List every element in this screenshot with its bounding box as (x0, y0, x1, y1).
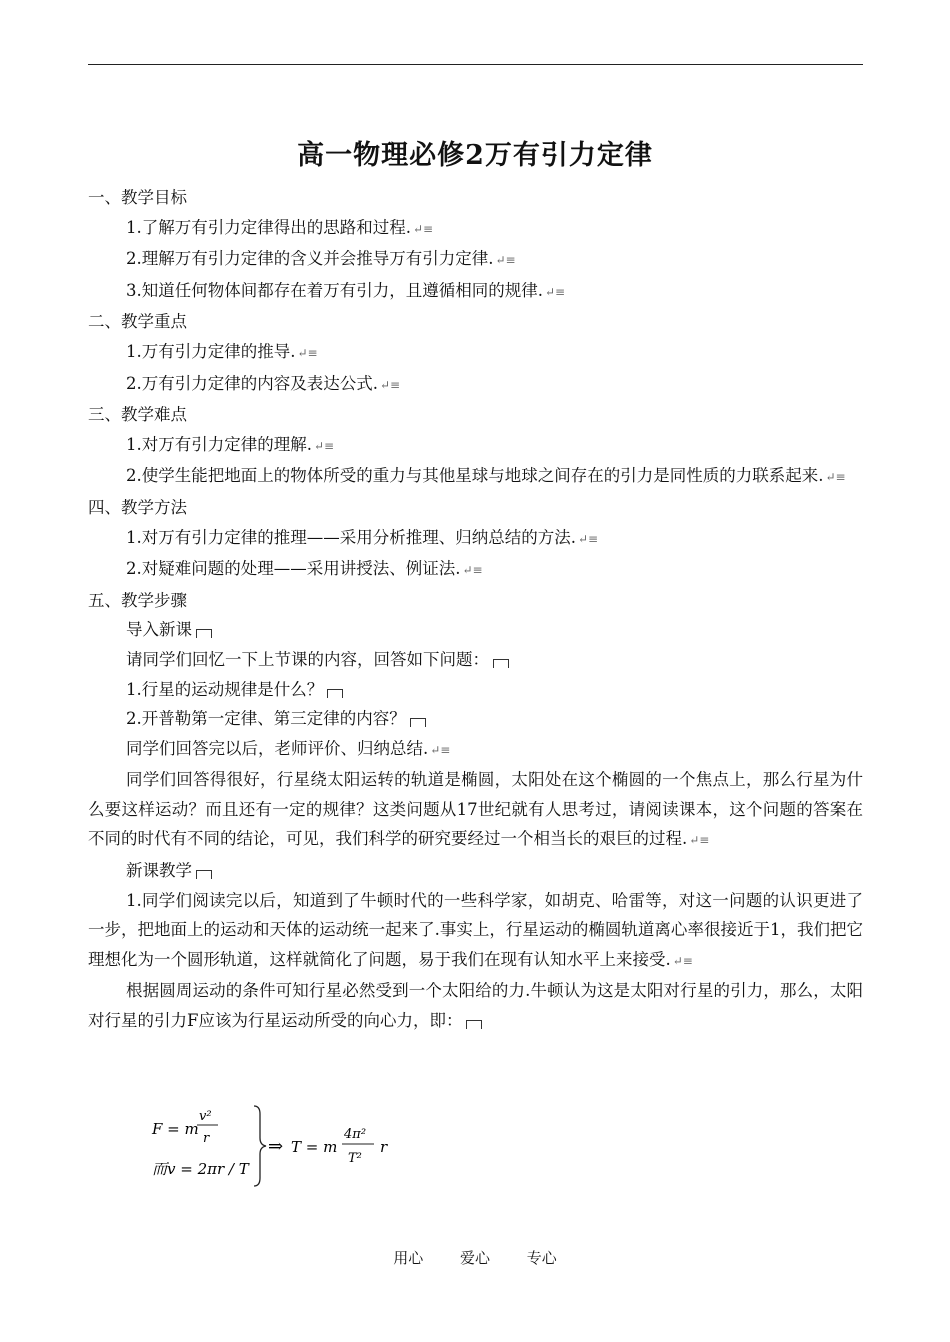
formula-line2: 而v = 2πr / T (152, 1160, 249, 1178)
formula-block (150, 1100, 410, 1190)
page-title: 高一物理必修2万有引力定律 (297, 140, 653, 171)
paragraph-mark-icon: ↵≡ (672, 953, 693, 968)
paragraph-mark-icon: ↵≡ (578, 531, 599, 546)
paragraph (88, 645, 863, 675)
paragraph (88, 976, 863, 1035)
formula-rhs-lhs: T = m (291, 1138, 338, 1156)
paragraph (88, 856, 863, 886)
paragraph-mark-icon: ↵≡ (297, 345, 318, 360)
paragraph-mark-icon: ↵≡ (314, 438, 335, 453)
section-heading: 三、教学难点 (88, 405, 187, 425)
line-break-mark-icon (493, 659, 509, 668)
paragraph-text: 1.对万有引力定律的理解. (126, 434, 312, 454)
line-break-mark-icon (196, 870, 212, 879)
formula-arrow: ⇒ (268, 1136, 284, 1157)
section-heading: 一、教学目标 (88, 188, 187, 207)
paragraph (88, 523, 863, 555)
paragraph (88, 704, 863, 734)
paragraph (88, 734, 863, 766)
paragraph-mark-icon: ↵≡ (462, 563, 483, 578)
paragraph-text: 导入新课 (126, 620, 192, 640)
formula-line1-lhs: F = m (152, 1120, 199, 1138)
document-body (88, 183, 863, 1036)
page-footer (0, 1247, 950, 1268)
paragraph-mark-icon: ↵≡ (825, 470, 846, 485)
formula-rhs-num: 4π² (344, 1127, 367, 1142)
line-break-mark-icon (196, 629, 212, 638)
paragraph-mark-icon: ↵≡ (495, 253, 516, 268)
paragraph-text: 同学们回答完以后，老师评价、归纳总结. (126, 738, 429, 758)
paragraph (88, 886, 863, 977)
section-heading: 二、教学重点 (88, 312, 187, 332)
paragraph-text: 2.开普勒第一定律、第三定律的内容？ (126, 709, 406, 729)
paragraph-text: 1.了解万有引力定律得出的思路和过程. (126, 217, 411, 237)
line-break-mark-icon (327, 689, 343, 698)
paragraph (88, 430, 863, 462)
paragraph (88, 213, 863, 245)
line-break-mark-icon (410, 718, 426, 727)
formula-rhs-tail: r (380, 1138, 388, 1156)
header-rule (88, 64, 863, 65)
formula-line1-num: v² (199, 1109, 212, 1124)
paragraph-text: 2.使学生能把地面上的物体所受的重力与其他星球与地球之间存在的引力是同性质的力联系起来. (126, 466, 824, 486)
paragraph (88, 276, 863, 308)
paragraph-mark-icon: ↵≡ (380, 377, 401, 392)
paragraph (88, 461, 863, 493)
paragraph-mark-icon: ↵≡ (413, 221, 434, 236)
paragraph (88, 675, 863, 705)
paragraph (88, 615, 863, 645)
paragraph (88, 337, 863, 369)
paragraph-text: 1.同学们阅读完以后，知道到了牛顿时代的一些科学家，如胡克、哈雷等，对这一问题的认识更进了一步，把地面上的运动和天体的运动统一起来了.事实上，行星运动的椭圆轨道离心率很接近于1，我们把它理想化为一个圆形轨道，这样就简化了问题，易于我们在现有认知水平上来接受. (88, 890, 863, 969)
paragraph (88, 244, 863, 276)
section-heading: 五、教学步骤 (88, 590, 187, 610)
paragraph-text: 2.万有引力定律的内容及表达公式. (126, 373, 378, 393)
paragraph-mark-icon: ↵≡ (430, 742, 451, 757)
line-break-mark-icon (466, 1020, 482, 1029)
paragraph-text: 新课教学 (126, 861, 192, 881)
paragraph-text: 根据圆周运动的条件可知行星必然受到一个太阳给的力.牛顿认为这是太阳对行星的引力，那么，太阳对行星的引力F应该为行星运动所受的向心力，即： (88, 981, 863, 1031)
paragraph-text: 同学们回答得很好，行星绕太阳运转的轨道是椭圆，太阳处在这个椭圆的一个焦点上，那么行星为什么要这样运动？而且还有一定的规律？这类问题从17世纪就有人思考过，请阅读课本，这个问题的答案在不同的时代有不同的结论，可见，我们科学的研究要经过一个相当长的艰巨的过程. (88, 770, 863, 849)
paragraph-text: 1.对万有引力定律的推理——采用分析推理、归纳总结的方法. (126, 527, 576, 547)
footer-word: 用心 (393, 1249, 424, 1267)
paragraph-mark-icon: ↵≡ (689, 833, 710, 848)
footer-word: 专心 (526, 1249, 557, 1267)
formula-line1-den: r (203, 1131, 210, 1146)
paragraph-text: 2.对疑难问题的处理——采用讲授法、例证法. (126, 559, 461, 579)
paragraph (88, 554, 863, 586)
footer-word: 爱心 (459, 1249, 490, 1267)
paragraph (88, 765, 863, 856)
paragraph-text: 2.理解万有引力定律的含义并会推导万有引力定律. (126, 249, 494, 269)
section-heading: 四、教学方法 (88, 497, 187, 517)
paragraph-text: 1.万有引力定律的推导. (126, 341, 296, 361)
paragraph-text: 1.行星的运动规律是什么？ (126, 679, 324, 699)
paragraph-text: 3.知道任何物体间都存在着万有引力，且遵循相同的规律. (126, 280, 543, 300)
paragraph-text: 请同学们回忆一下上节课的内容，回答如下问题： (126, 649, 489, 669)
formula-brace (254, 1106, 266, 1186)
paragraph (88, 369, 863, 401)
paragraph-mark-icon: ↵≡ (545, 284, 566, 299)
formula-rhs-den: T² (348, 1151, 362, 1166)
